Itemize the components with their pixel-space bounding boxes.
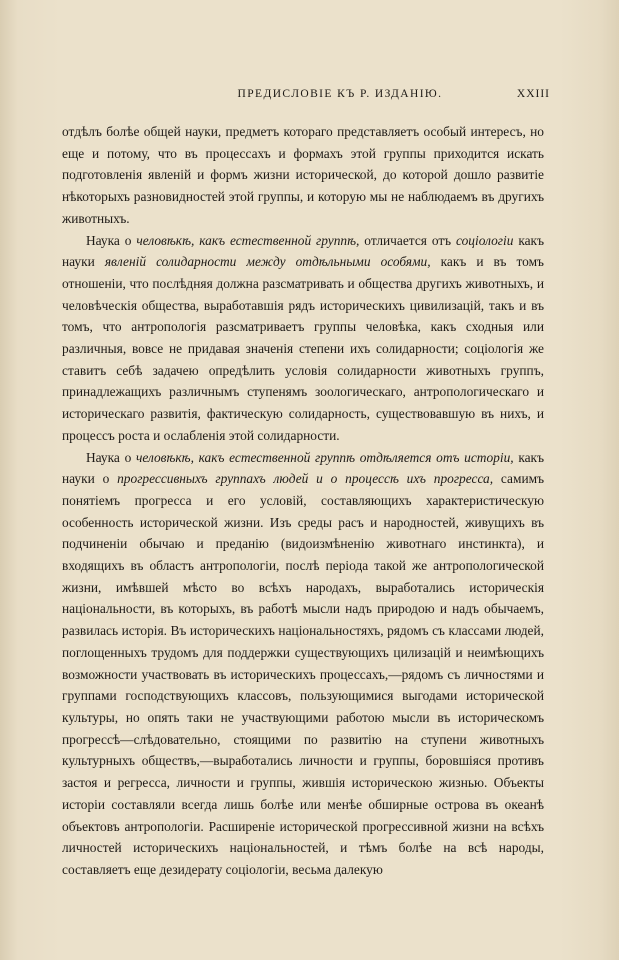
paragraph bbox=[62, 447, 544, 881]
italic-text: явленій солидарности между отдѣльными особями, bbox=[104, 254, 431, 270]
text-run: какъ науки о bbox=[62, 449, 544, 487]
running-title: ПРЕДИСЛОВІЕ КЪ Р. ИЗДАНІЮ. bbox=[237, 88, 443, 100]
text-run: отличается отъ bbox=[359, 232, 456, 248]
text-run: какъ науки bbox=[62, 232, 544, 270]
paragraph bbox=[62, 230, 544, 447]
italic-text: соціологіи bbox=[456, 232, 514, 248]
italic-text: человѣкѣ, какъ естественной группѣ отдѣляется отъ исторіи, bbox=[135, 449, 514, 465]
text-run: отдѣлъ болѣе общей науки, предметъ котораго представляетъ особый интересъ, но еще и потому, что въ процессахъ и формахъ этой группы приходится искать подготовленія явленій и формъ жизни исторической, до которой дошло развитіе нѣкоторыхъ разновидностей этой группы, и которую мы не наблюдаемъ въ другихъ животныхъ. bbox=[62, 124, 544, 226]
text-run: какъ и въ томъ отношеніи, что послѣдняя должна разсматривать и общества другихъ животныхъ, и человѣческія общества, выработавшія рядъ историческихъ цивилизацій, такъ и въ томъ, что антропологія разсматриваетъ группы человѣка, какъ сходныя или различныя, вовсе не придавая значенія степени ихъ солидарности; соціологія же ставитъ себѣ задачею опредѣлить условія солидарности животныхъ группъ, принадлежащихъ различнымъ ступенямъ зоологическаго, антропологическаго и историческаго развитія, фактическую солидарность, существовавшую въ нихъ, и процессъ роста и ослабленія этой солидарности. bbox=[62, 254, 544, 443]
italic-text: прогрессивныхъ группахъ людей и о процессѣ ихъ прогресса, bbox=[117, 471, 494, 487]
running-header bbox=[60, 88, 550, 104]
italic-text: человѣкѣ, какъ естественной группѣ, bbox=[136, 232, 360, 248]
text-run: Наука о bbox=[86, 449, 136, 465]
text-run: Наука о bbox=[86, 232, 137, 248]
text-run: самимъ понятіемъ прогресса и его условій, составляющихъ характеристическую особенность исторической жизни. Изъ среды расъ и народностей, живущихъ въ подчиненіи обычаю и преданію (видоизмѣненію животнаго инстинкта), и входящихъ въ областъ антропологіи, послѣ періода такой же антропологической жизни, имѣвшей мѣсто во всѣхъ народахъ, выработались историческія національности, въ которыхъ, въ работѣ мысли надъ природою и надъ обычаемъ, развилась исторія. Въ историческихъ національностяхъ, рядомъ съ классами людей, поглощенныхъ трудомъ для поддержки существующихъ цилизацій и неимѣющихъ возможности участвовать въ историческихъ процессахъ,—рядомъ съ личностями и группами господствующихъ классовъ, пользующимися выгодами исторической культуры, но опять таки не участвующими работою мысли въ историческомъ прогрессѣ—слѣдовательно, стоящими по развитію на ступени животныхъ культурныхъ обществъ,—выработались личности и группы, боровшіяся противъ застоя и регресса, личности и группы, жившія историческою жизнью. Объекты исторіи составляли всегда лишь болѣе или менѣе обширные острова въ океанѣ объектовъ антропологіи. Расширеніе исторической прогрессивной жизни на всѣхъ личностей историческихъ національностей, и тѣмъ болѣе на всѣ народы, составляетъ еще дезидерату соціологіи, весьма далекую bbox=[62, 471, 545, 877]
body-text bbox=[62, 121, 544, 881]
paragraph bbox=[62, 121, 544, 230]
page-number: XXIII bbox=[516, 88, 550, 100]
